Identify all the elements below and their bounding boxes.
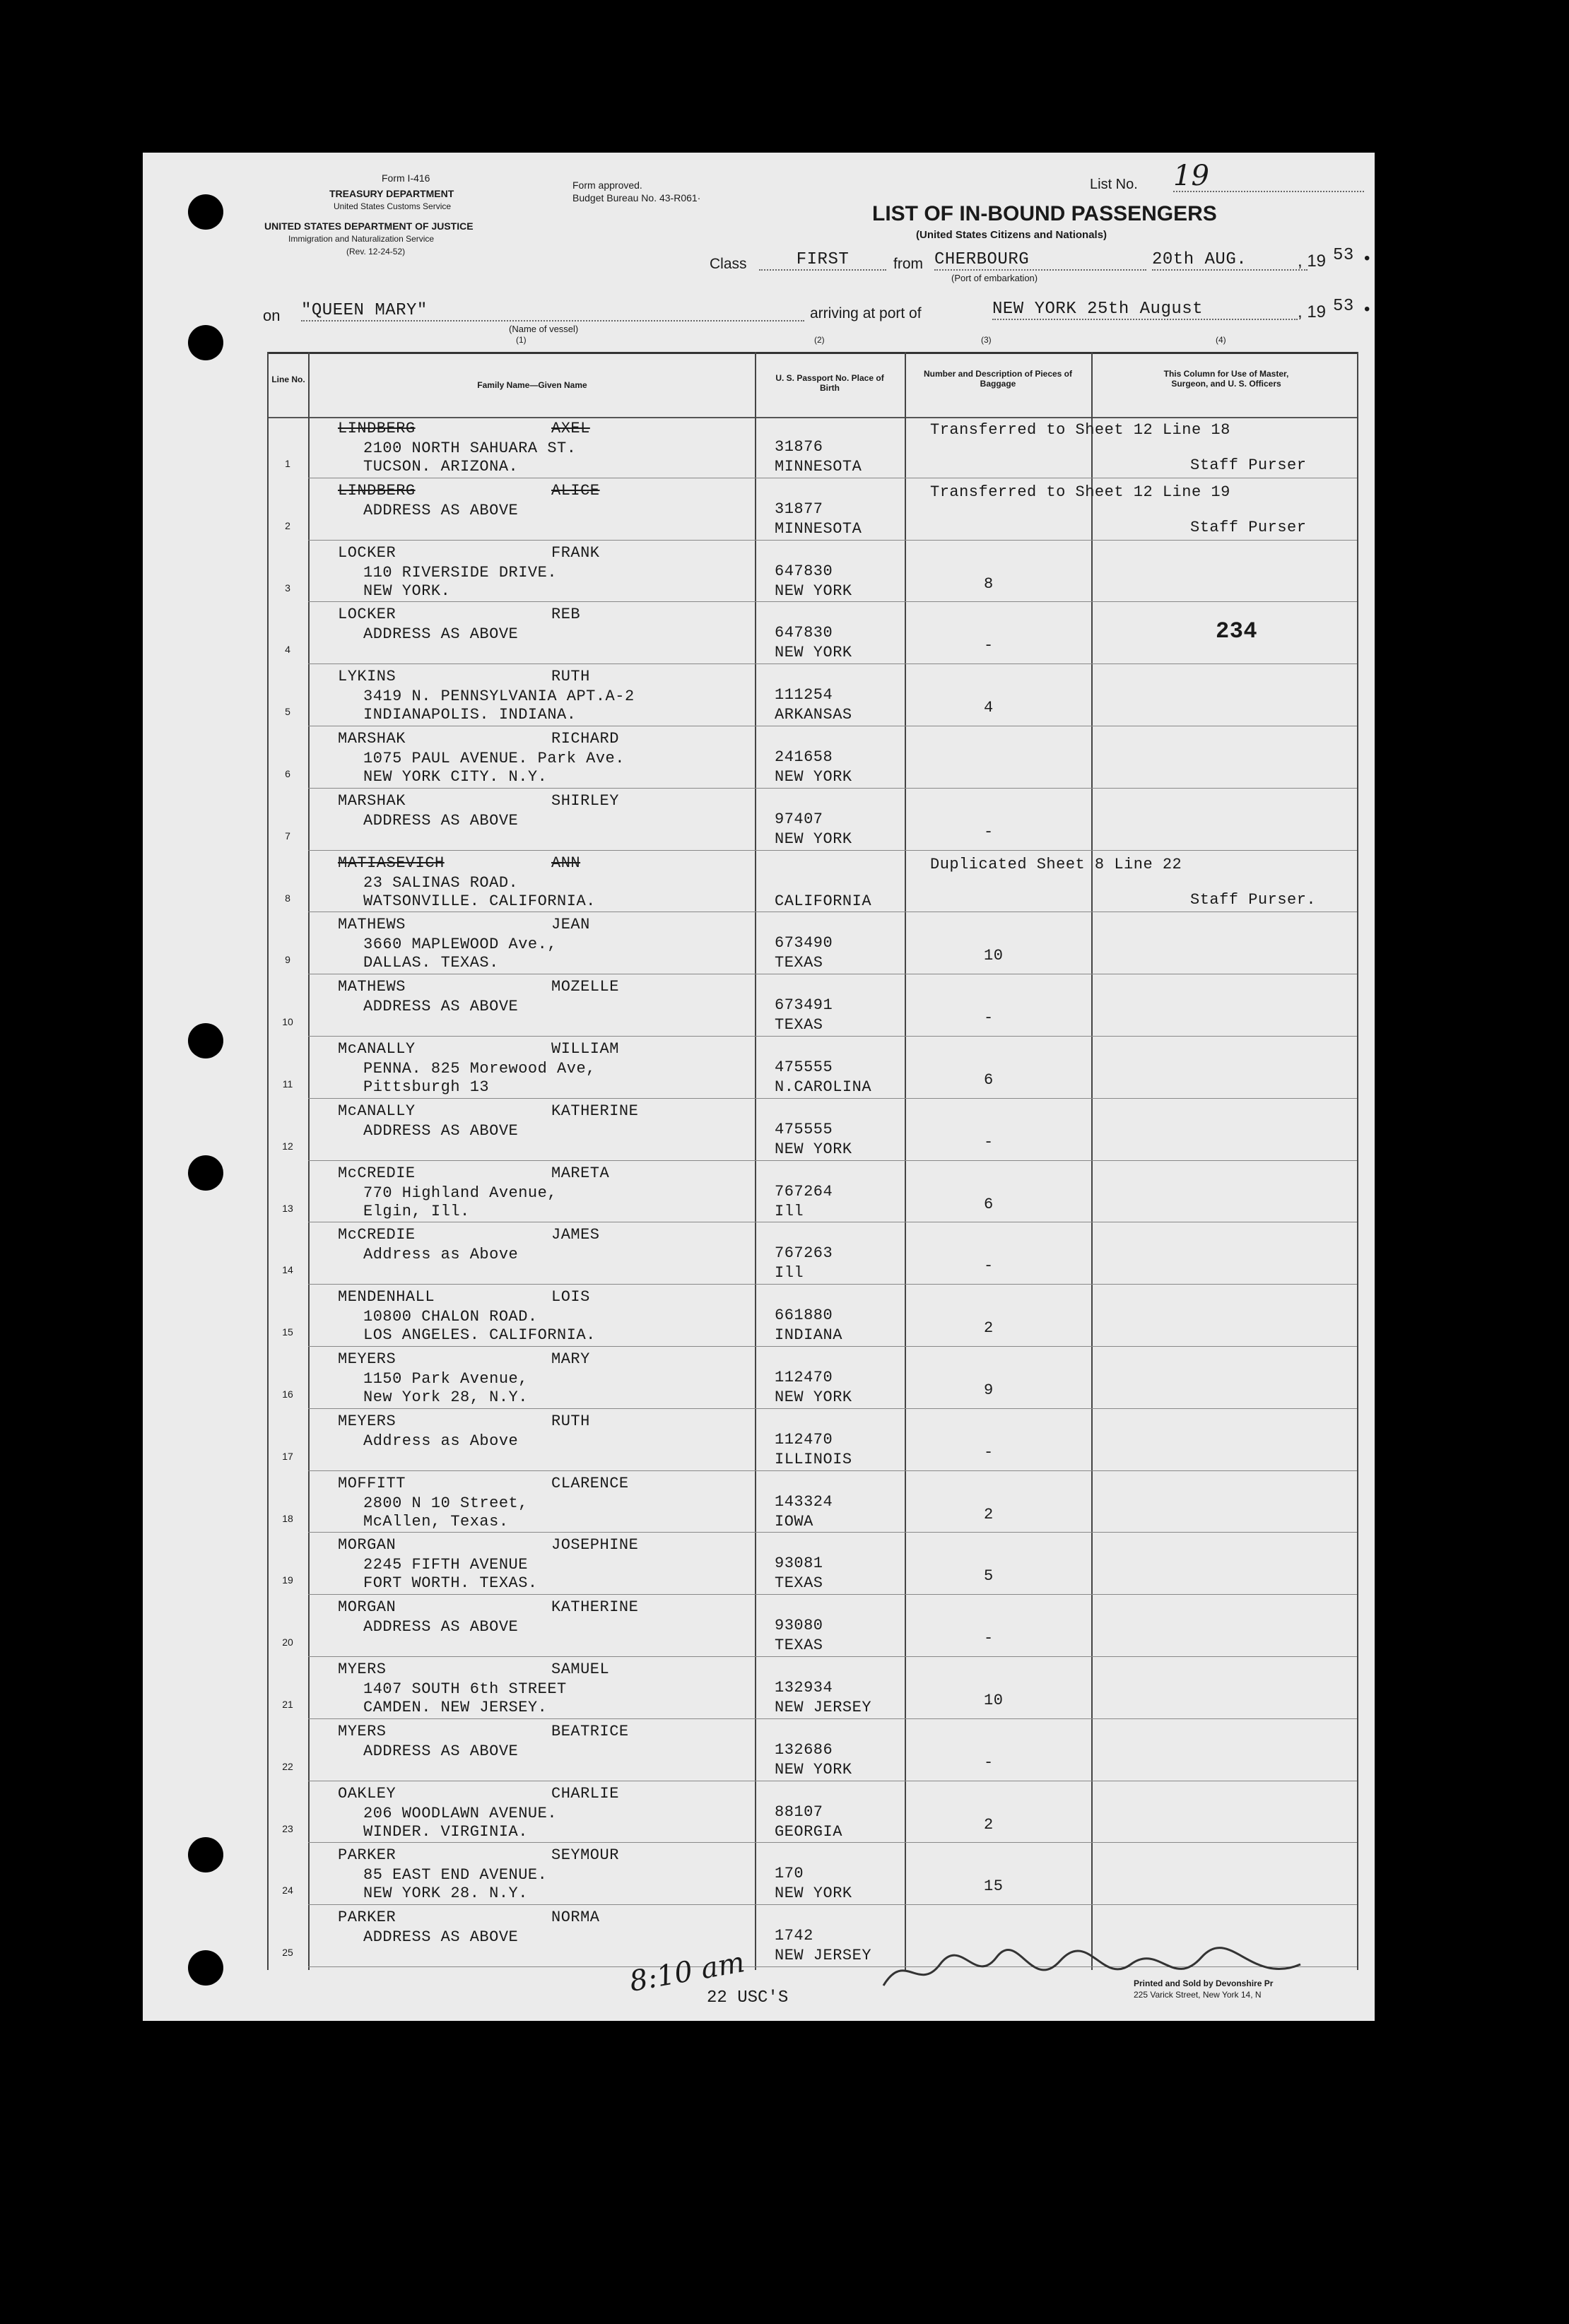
list-no-value: 19 (1173, 160, 1364, 192)
given-name: RICHARD (551, 730, 619, 748)
binder-hole (188, 1837, 223, 1872)
given-name: SHIRLEY (551, 791, 619, 810)
line-number: 23 (282, 1822, 293, 1834)
place-of-birth: NEW YORK (775, 1388, 852, 1406)
baggage-count: 10 (984, 1692, 1004, 1709)
row-divider (308, 788, 1357, 789)
place-of-birth: CALIFORNIA (775, 892, 872, 910)
officer-note-signoff: Staff Purser (1190, 456, 1307, 474)
place-of-birth: Ill (775, 1264, 804, 1282)
passport-number: 647830 (775, 624, 833, 642)
family-name: MORGAN (338, 1536, 396, 1555)
header-baggage: Number and Description of Pieces of Baggage (923, 369, 1073, 389)
ins-label: Immigration and Naturalization Service (288, 234, 435, 244)
passport-number: 97407 (775, 810, 823, 828)
row-divider (308, 850, 1357, 851)
address-line-1: 2800 N 10 Street, (363, 1494, 528, 1512)
year2-value: 53 (1333, 297, 1354, 316)
place-of-birth: ARKANSAS (775, 706, 852, 724)
baggage-count: - (984, 1443, 994, 1461)
inspector-signature (876, 1936, 1315, 2000)
address-line-1: Address as Above (363, 1432, 519, 1450)
header-line-no: Line No. (271, 374, 305, 384)
place-of-birth: NEW YORK (775, 768, 852, 786)
address-line-1: ADDRESS AS ABOVE (363, 1618, 519, 1636)
officer-note: 234 (1216, 618, 1258, 645)
officer-note: Duplicated Sheet 8 Line 22 (930, 855, 1182, 873)
address-line-2: TUCSON. ARIZONA. (363, 458, 519, 476)
line-number: 25 (282, 1947, 293, 1959)
binder-hole (188, 1950, 223, 1986)
family-name: MARSHAK (338, 791, 406, 810)
header-officers: This Column for Use of Master, Surgeon, and U. S. Officers (1163, 369, 1289, 389)
address-line-2: LOS ANGELES. CALIFORNIA. (363, 1326, 596, 1345)
passport-number: 661880 (775, 1306, 833, 1325)
row-divider (308, 1718, 1357, 1719)
address-line-2: NEW YORK. (363, 582, 451, 600)
given-name: WILLIAM (551, 1040, 619, 1058)
address-line-1: PENNA. 825 Morewood Ave, (363, 1060, 596, 1078)
passport-number: 475555 (775, 1120, 833, 1138)
officer-note-signoff: Staff Purser. (1190, 890, 1317, 909)
family-name: PARKER (338, 1909, 396, 1927)
from-value: CHERBOURG (934, 250, 1146, 271)
binder-hole (188, 325, 223, 360)
family-name: MYERS (338, 1661, 387, 1678)
address-line-1: 770 Highland Avenue, (363, 1184, 558, 1202)
baggage-count: - (984, 1133, 994, 1151)
baggage-count: - (984, 1257, 994, 1275)
family-name: MATIASEVICH (338, 854, 445, 872)
baggage-count: 2 (984, 1815, 994, 1834)
given-name: RUTH (551, 1412, 590, 1430)
arrival-time-handwritten: 8:10 am (627, 1946, 748, 1998)
address-line-1: 3660 MAPLEWOOD Ave., (363, 936, 558, 954)
row-divider (308, 1408, 1357, 1409)
class-value: FIRST (759, 250, 886, 271)
address-line-1: 110 RIVERSIDE DRIVE. (363, 563, 558, 582)
baggage-count: - (984, 822, 994, 841)
line-number: 20 (282, 1636, 293, 1648)
baggage-count: 10 (984, 947, 1004, 965)
passport-number: 132934 (775, 1679, 833, 1697)
baggage-count: 15 (984, 1877, 1004, 1896)
address-line-1: ADDRESS AS ABOVE (363, 998, 519, 1016)
baggage-count: - (984, 637, 994, 655)
family-name: MOFFITT (338, 1474, 406, 1492)
row-divider (308, 1036, 1357, 1037)
passport-number: 93081 (775, 1555, 823, 1573)
address-line-1: 1075 PAUL AVENUE. Park Ave. (363, 750, 625, 767)
family-name: MENDENHALL (338, 1288, 435, 1306)
given-name: JAMES (551, 1226, 600, 1244)
passport-number: 93080 (775, 1617, 823, 1635)
passport-number: 673491 (775, 996, 833, 1015)
header-name: Family Name—Given Name (477, 380, 587, 390)
row-divider (308, 1284, 1357, 1285)
line-number: 22 (282, 1760, 293, 1772)
passport-number: 31876 (775, 438, 823, 456)
address-line-2: DALLAS. TEXAS. (363, 954, 499, 972)
address-line-1: 206 WOODLAWN AVENUE. (363, 1804, 558, 1822)
given-name: FRANK (551, 543, 600, 562)
family-name: LINDBERG (338, 481, 416, 500)
address-line-1: 2100 NORTH SAHUARA ST. (363, 440, 577, 457)
row-divider (308, 1160, 1357, 1161)
address-line-1: ADDRESS AS ABOVE (363, 625, 519, 644)
address-line-1: 23 SALINAS ROAD. (363, 873, 519, 892)
row-divider (308, 1098, 1357, 1099)
address-line-1: 3419 N. PENNSYLVANIA APT.A-2 (363, 688, 635, 706)
given-name: MARETA (551, 1164, 610, 1182)
vessel-name: "QUEEN MARY" (301, 301, 804, 322)
row-divider (308, 601, 1357, 602)
binder-hole (188, 194, 223, 230)
given-name: REB (551, 606, 581, 624)
baggage-count: 6 (984, 1195, 994, 1213)
baggage-count: 5 (984, 1567, 994, 1586)
col-ref: (2) (814, 335, 825, 345)
line-number: 1 (285, 458, 290, 469)
family-name: LOCKER (338, 543, 396, 562)
address-line-2: INDIANAPOLIS. INDIANA. (363, 706, 577, 724)
passport-number: 112470 (775, 1369, 833, 1386)
arriving-label: arriving at port of (810, 305, 922, 322)
baggage-count: 4 (984, 699, 994, 717)
given-name: RUTH (551, 668, 590, 686)
place-of-birth: NEW YORK (775, 1140, 852, 1158)
family-name: MARSHAK (338, 730, 406, 748)
row-divider (308, 1904, 1357, 1905)
line-number: 12 (282, 1140, 293, 1152)
row-divider (308, 540, 1357, 541)
address-line-1: 1407 SOUTH 6th STREET (363, 1680, 567, 1698)
address-line-2: WATSONVILLE. CALIFORNIA. (363, 892, 596, 910)
family-name: LYKINS (338, 668, 396, 686)
date-value: 20th AUG. (1152, 250, 1308, 271)
family-name: LINDBERG (338, 420, 416, 437)
address-line-2: Pittsburgh 13 (363, 1078, 490, 1096)
passport-number: 170 (775, 1865, 804, 1883)
revision-label: (Rev. 12-24-52) (346, 247, 406, 256)
given-name: MOZELLE (551, 978, 619, 996)
line-number: 6 (285, 768, 290, 779)
line-number: 8 (285, 892, 290, 904)
printer-line-1: Printed and Sold by Devonshire Pr (1134, 1978, 1274, 1988)
place-of-birth: MINNESOTA (775, 519, 862, 538)
passport-number: 143324 (775, 1492, 833, 1511)
baggage-count: 9 (984, 1381, 994, 1399)
family-name: MORGAN (338, 1598, 396, 1617)
line-number: 18 (282, 1512, 293, 1524)
given-name: CLARENCE (551, 1474, 629, 1492)
port-embarkation-label: (Port of embarkation) (951, 273, 1038, 283)
address-line-2: New York 28, N.Y. (363, 1388, 528, 1406)
place-of-birth: N.CAROLINA (775, 1078, 872, 1096)
given-name: JOSEPHINE (551, 1536, 639, 1555)
place-of-birth: IOWA (775, 1512, 813, 1530)
row-divider (308, 1532, 1357, 1533)
line-number: 21 (282, 1699, 293, 1710)
address-line-1: 2245 FIFTH AVENUE (363, 1556, 528, 1574)
given-name: AXEL (551, 420, 590, 437)
place-of-birth: Ill (775, 1202, 804, 1220)
vessel-name-label: (Name of vessel) (509, 324, 579, 334)
row-divider (308, 1470, 1357, 1471)
address-line-1: ADDRESS AS ABOVE (363, 501, 519, 519)
baggage-count: 8 (984, 574, 994, 593)
row-divider (308, 663, 1357, 664)
col-ref: (4) (1216, 335, 1226, 345)
baggage-count: 2 (984, 1319, 994, 1338)
year-prefix: , 19 (1298, 252, 1327, 271)
passport-number: 112470 (775, 1430, 833, 1449)
passport-number: 31877 (775, 500, 823, 518)
line-number: 4 (285, 644, 290, 656)
baggage-count: - (984, 1629, 994, 1648)
officer-note-signoff: Staff Purser (1190, 518, 1307, 536)
printer-line-2: 225 Varick Street, New York 14, N (1134, 1990, 1262, 2000)
line-number: 10 (282, 1016, 293, 1028)
line-number: 13 (282, 1202, 293, 1214)
place-of-birth: NEW YORK (775, 644, 852, 662)
from-label: from (893, 256, 923, 272)
place-of-birth: TEXAS (775, 954, 823, 972)
given-name: KATHERINE (551, 1598, 639, 1617)
address-line-1: ADDRESS AS ABOVE (363, 1121, 519, 1140)
passport-number: 673490 (775, 934, 833, 952)
address-line-2: Elgin, Ill. (363, 1202, 470, 1220)
place-of-birth: GEORGIA (775, 1822, 842, 1841)
place-of-birth: TEXAS (775, 1636, 823, 1655)
address-line-1: Address as Above (363, 1246, 519, 1264)
given-name: LOIS (551, 1288, 590, 1306)
family-name: PARKER (338, 1846, 396, 1865)
baggage-count: - (984, 1009, 994, 1027)
passport-number: 767263 (775, 1244, 833, 1263)
list-no-label: List No. (1090, 177, 1138, 192)
place-of-birth: ILLINOIS (775, 1450, 852, 1468)
year2-prefix: , 19 (1298, 302, 1327, 322)
line-number: 11 (282, 1078, 293, 1090)
col-ref: (1) (516, 335, 527, 345)
line-number: 5 (285, 706, 290, 718)
passport-number: 241658 (775, 748, 833, 766)
address-line-1: 1150 Park Avenue, (363, 1370, 528, 1388)
form-number: Form I-416 (382, 172, 430, 184)
passport-number: 647830 (775, 562, 833, 580)
customs-label: United States Customs Service (334, 201, 452, 211)
justice-label: UNITED STATES DEPARTMENT OF JUSTICE (264, 220, 474, 232)
binder-hole (188, 1023, 223, 1058)
given-name: CHARLIE (551, 1784, 619, 1803)
address-line-2: WINDER. VIRGINIA. (363, 1822, 528, 1841)
place-of-birth: NEW JERSEY (775, 1947, 872, 1965)
line-number: 19 (282, 1574, 293, 1586)
family-name: McCREDIE (338, 1226, 416, 1244)
on-label: on (263, 307, 281, 324)
page-title: LIST OF IN-BOUND PASSENGERS (872, 202, 1217, 225)
place-of-birth: MINNESOTA (775, 458, 862, 476)
family-name: LOCKER (338, 606, 396, 624)
passport-number: 475555 (775, 1058, 833, 1076)
line-number: 9 (285, 954, 290, 966)
given-name: KATHERINE (551, 1102, 639, 1120)
address-line-1: ADDRESS AS ABOVE (363, 811, 519, 830)
address-line-1: ADDRESS AS ABOVE (363, 1742, 519, 1760)
family-name: MEYERS (338, 1412, 396, 1430)
place-of-birth: NEW JERSEY (775, 1699, 872, 1716)
place-of-birth: TEXAS (775, 1574, 823, 1593)
header-passport: U. S. Passport No. Place of Birth (775, 373, 884, 393)
given-name: JEAN (551, 916, 590, 934)
family-name: McANALLY (338, 1102, 416, 1120)
place-of-birth: NEW YORK (775, 1884, 852, 1903)
address-line-2: NEW YORK 28. N.Y. (363, 1884, 528, 1903)
arriving-value: NEW YORK 25th August (992, 300, 1298, 320)
line-number: 16 (282, 1388, 293, 1400)
row-divider (308, 1842, 1357, 1843)
year-value: 53 (1333, 246, 1354, 265)
line-number: 17 (282, 1450, 293, 1462)
given-name: SEYMOUR (551, 1846, 619, 1865)
given-name: ALICE (551, 481, 600, 500)
passport-number: 1742 (775, 1927, 813, 1945)
row-divider (308, 1346, 1357, 1347)
given-name: SAMUEL (551, 1661, 610, 1678)
address-line-2: McAllen, Texas. (363, 1512, 509, 1530)
line-number: 15 (282, 1326, 293, 1338)
officer-note: Transferred to Sheet 12 Line 18 (930, 421, 1230, 439)
class-label: Class (710, 256, 747, 272)
treasury-label: TREASURY DEPARTMENT (329, 188, 454, 199)
passport-number: 111254 (775, 686, 833, 704)
place-of-birth: TEXAS (775, 1016, 823, 1034)
line-number: 7 (285, 830, 290, 842)
family-name: MYERS (338, 1722, 387, 1740)
place-of-birth: INDIANA (775, 1326, 842, 1345)
total-usc-count: 22 USC'S (707, 1988, 789, 2007)
address-line-1: 10800 CHALON ROAD. (363, 1308, 538, 1326)
address-line-1: ADDRESS AS ABOVE (363, 1928, 519, 1947)
place-of-birth: NEW YORK (775, 830, 852, 848)
given-name: MARY (551, 1350, 590, 1368)
col-ref: (3) (981, 335, 992, 345)
passport-number: 132686 (775, 1740, 833, 1759)
row-divider (308, 1656, 1357, 1657)
baggage-count: 6 (984, 1071, 994, 1089)
family-name: OAKLEY (338, 1784, 396, 1803)
passport-number: 767264 (775, 1182, 833, 1201)
line-number: 2 (285, 519, 290, 531)
budget-bureau-label: Budget Bureau No. 43-R061· (572, 192, 701, 204)
given-name: BEATRICE (551, 1722, 629, 1740)
family-name: MATHEWS (338, 978, 406, 996)
line-number: 3 (285, 582, 290, 594)
form-approved-label: Form approved. (572, 179, 642, 191)
line-number: 14 (282, 1264, 293, 1276)
baggage-count: 2 (984, 1505, 994, 1523)
family-name: MATHEWS (338, 916, 406, 934)
address-line-2: NEW YORK CITY. N.Y. (363, 768, 548, 786)
given-name: ANN (551, 854, 581, 872)
binder-hole (188, 1155, 223, 1191)
given-name: NORMA (551, 1909, 600, 1927)
family-name: McCREDIE (338, 1164, 416, 1182)
address-line-1: 85 EAST END AVENUE. (363, 1866, 548, 1884)
family-name: MEYERS (338, 1350, 396, 1368)
family-name: McANALLY (338, 1040, 416, 1058)
place-of-birth: NEW YORK (775, 1760, 852, 1779)
address-line-2: CAMDEN. NEW JERSEY. (363, 1699, 548, 1716)
baggage-count: - (984, 1753, 994, 1771)
row-divider (308, 1594, 1357, 1595)
page-subtitle: (United States Citizens and Nationals) (916, 229, 1107, 241)
place-of-birth: NEW YORK (775, 582, 852, 600)
officer-note: Transferred to Sheet 12 Line 19 (930, 483, 1230, 501)
address-line-2: FORT WORTH. TEXAS. (363, 1574, 538, 1593)
passport-number: 88107 (775, 1803, 823, 1821)
line-number: 24 (282, 1884, 293, 1897)
